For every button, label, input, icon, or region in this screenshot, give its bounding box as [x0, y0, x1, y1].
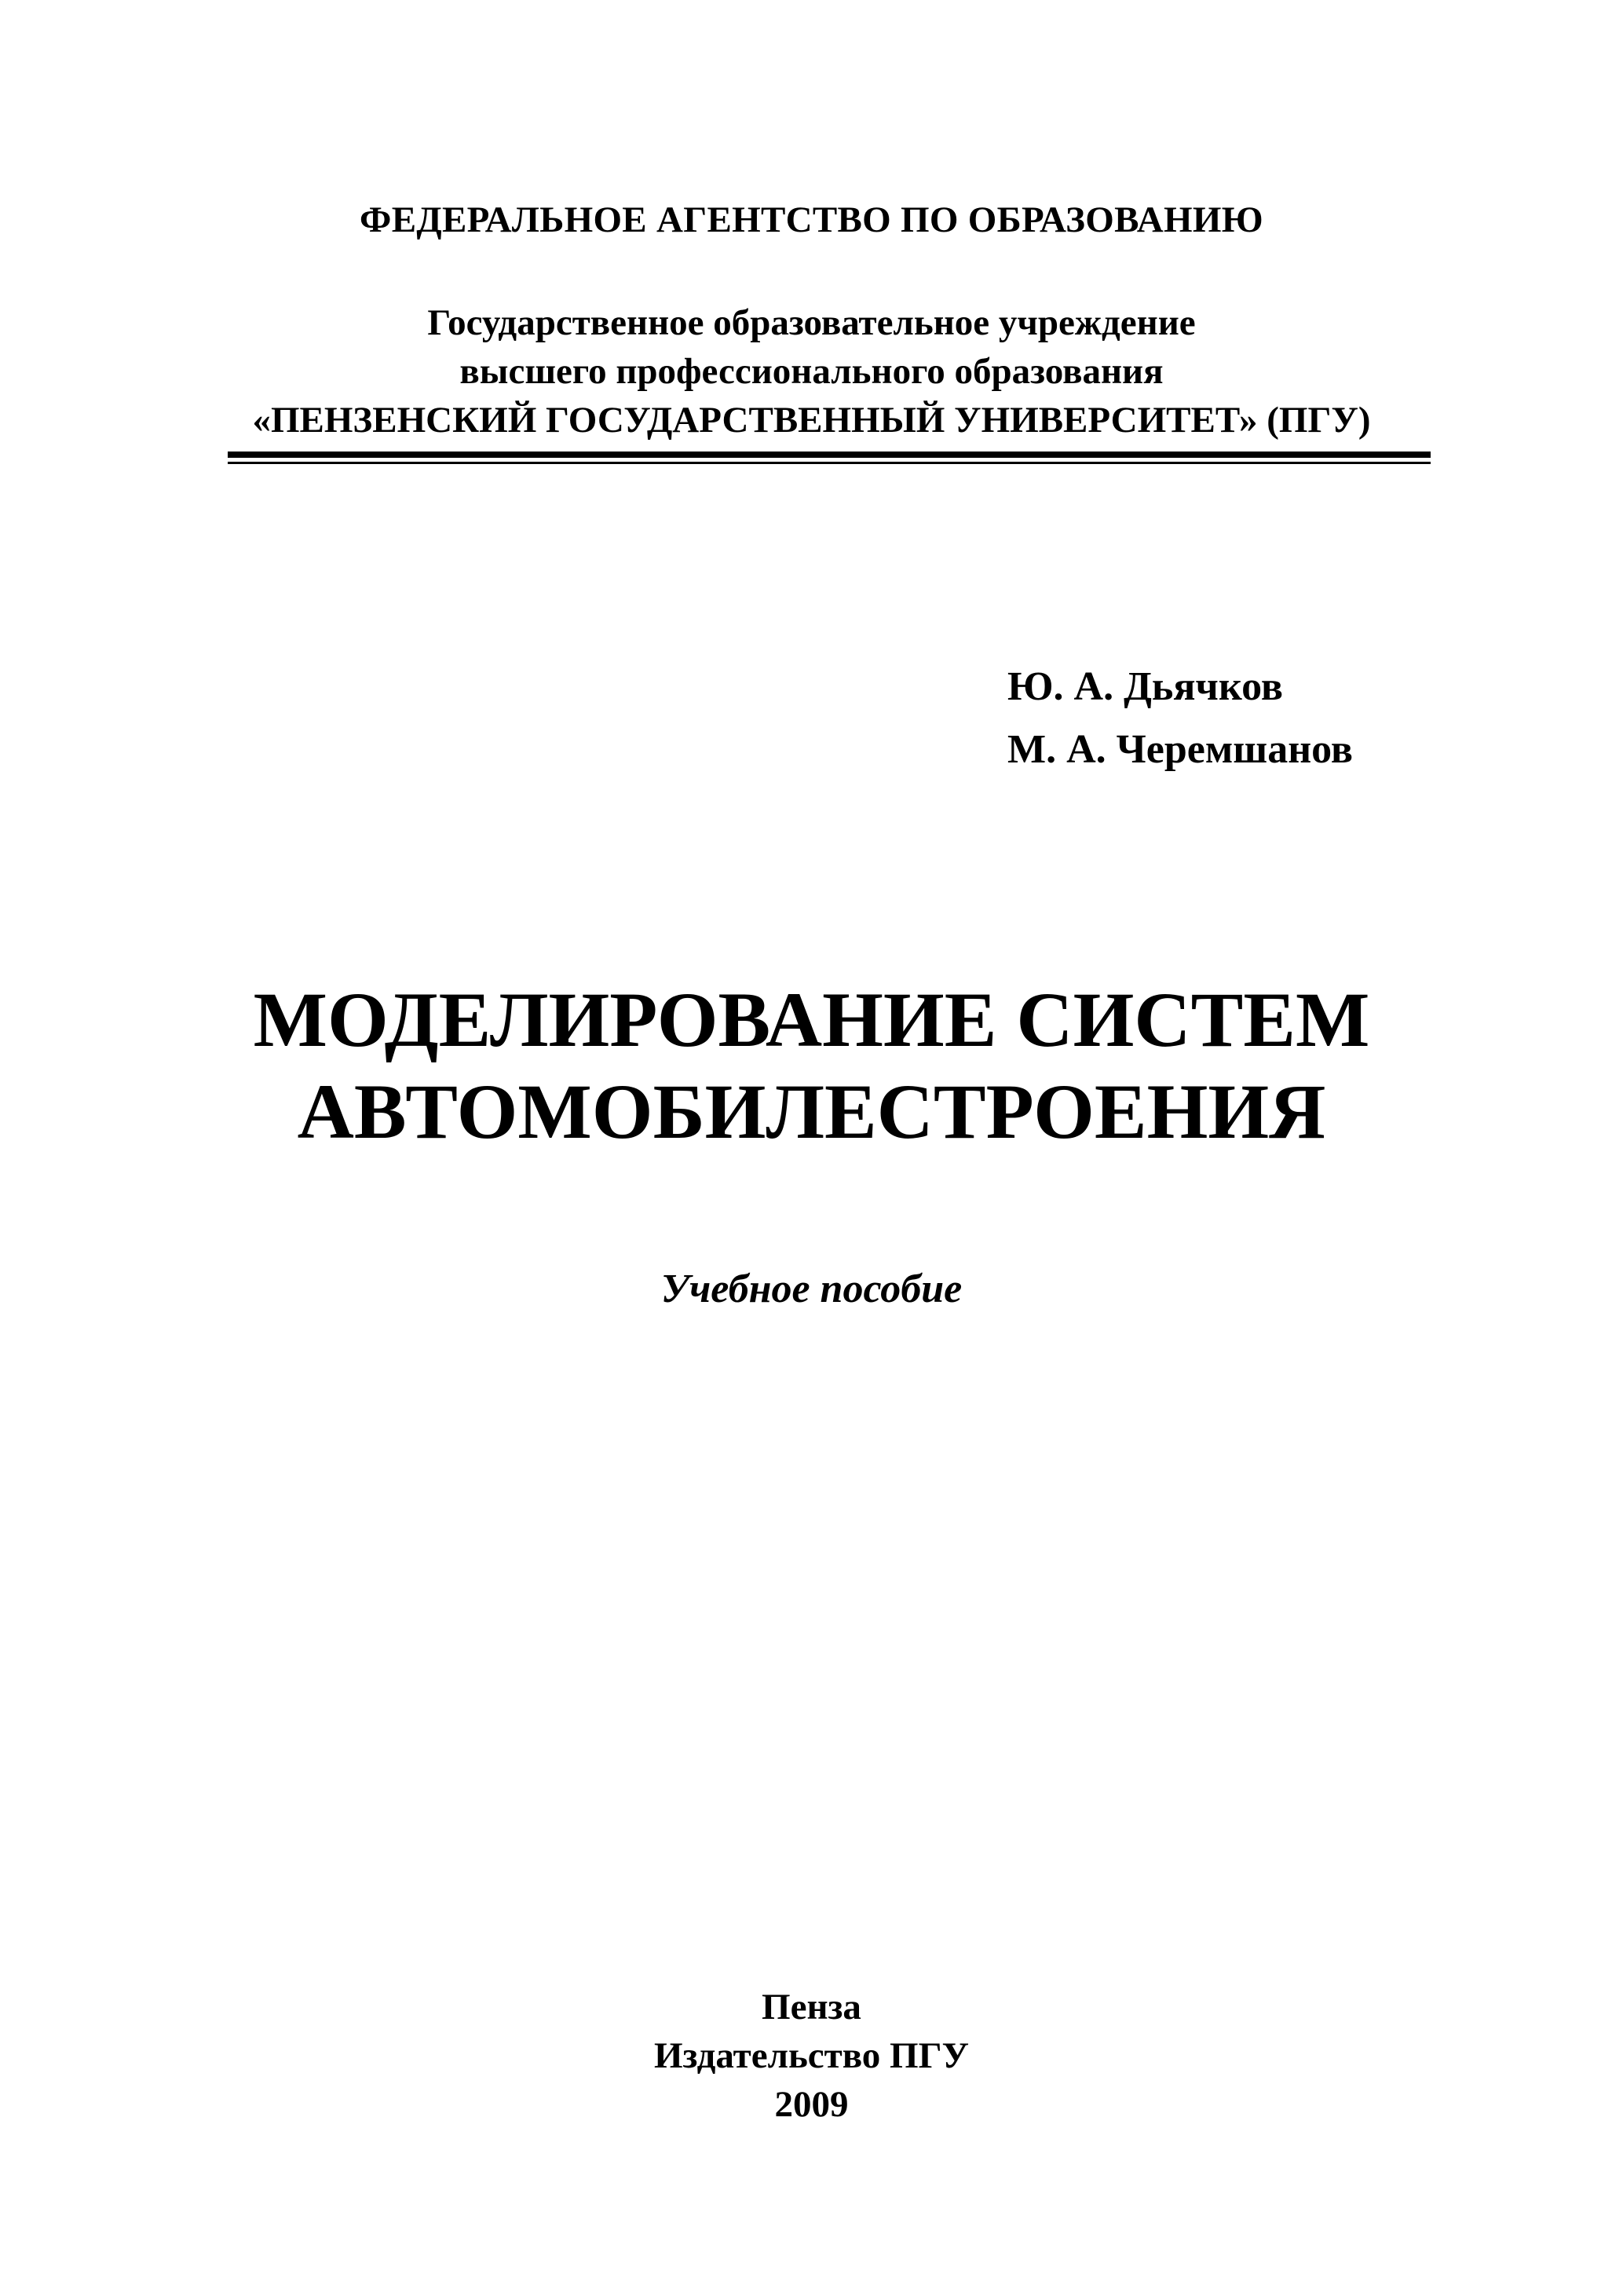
author-2: М. А. Черемшанов — [1007, 727, 1353, 772]
institution-line-1: Государственное образовательное учреждение — [427, 302, 1196, 343]
agency-name: ФЕДЕРАЛЬНОЕ АГЕНТСТВО ПО ОБРАЗОВАНИЮ — [360, 199, 1263, 240]
imprint-year: 2009 — [774, 2084, 849, 2125]
book-subtitle: Учебное пособие — [660, 1267, 963, 1311]
book-title-line-2: АВТОМОБИЛЕСТРОЕНИЯ — [297, 1068, 1326, 1155]
header-divider — [228, 452, 1431, 469]
authors-block — [1007, 656, 1353, 781]
institution-line-2: высшего профессионального образования — [459, 351, 1164, 392]
imprint-publisher: Издательство ПГУ — [653, 2035, 970, 2076]
imprint-city: Пенза — [762, 1987, 861, 2027]
header-divider-thin-line — [228, 462, 1431, 464]
header-divider-thick-line — [228, 452, 1431, 458]
institution-block — [0, 298, 1623, 444]
imprint-block — [0, 1983, 1623, 2129]
institution-line-3: «ПЕНЗЕНСКИЙ ГОСУДАРСТВЕННЫЙ УНИВЕРСИТЕТ» (ПГУ) — [252, 400, 1371, 441]
book-title — [0, 974, 1623, 1157]
book-title-line-1: МОДЕЛИРОВАНИЕ СИСТЕМ — [253, 976, 1370, 1063]
author-1: Ю. А. Дьячков — [1007, 664, 1283, 709]
